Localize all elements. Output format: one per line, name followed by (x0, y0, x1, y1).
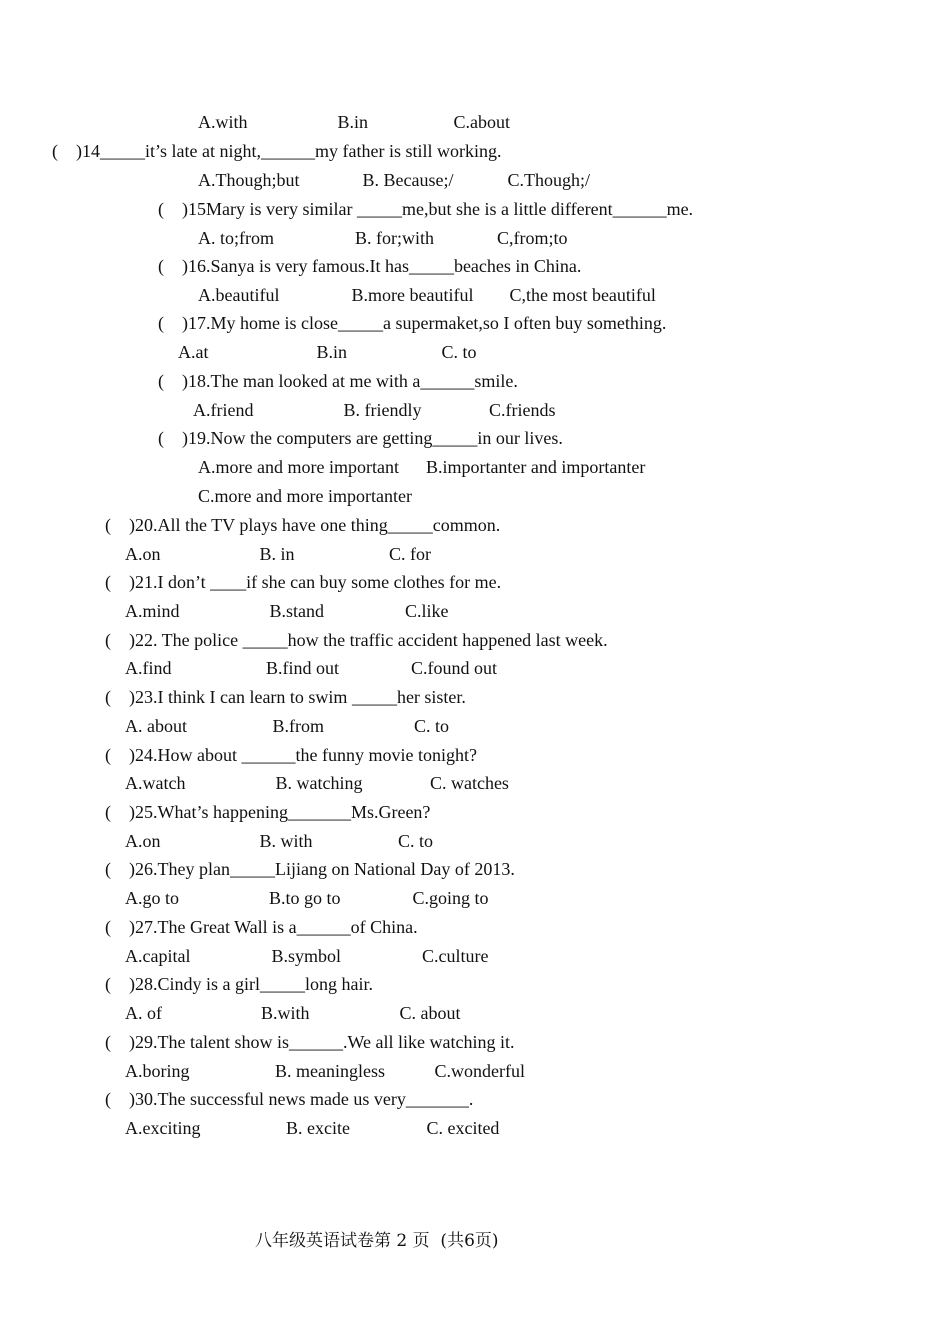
question-18: ( )18.The man looked at me with a______smile. (158, 371, 518, 391)
options-25: A.on B. with C. to (125, 831, 434, 851)
options-27: A.capital B.symbol C.culture (125, 946, 489, 966)
question-14: ( )14_____it’s late at night,______my father is still working. (52, 141, 502, 161)
options-19-line1: A.more and more important B.importanter and importanter (198, 457, 646, 477)
options-21: A.mind B.stand C.like (125, 601, 449, 621)
question-28: ( )28.Cindy is a girl_____long hair. (105, 974, 373, 994)
page-footer: 八年级英语试卷第 2 页 (共6页) (255, 1231, 499, 1251)
options-23: A. about B.from C. to (125, 716, 449, 736)
options-16: A.beautiful B.more beautiful C,the most beautiful (198, 285, 656, 305)
question-19: ( )19.Now the computers are getting_____in our lives. (158, 428, 563, 448)
question-25: ( )25.What’s happening_______Ms.Green? (105, 802, 431, 822)
options-18: A.friend B. friendly C.friends (193, 400, 556, 420)
question-26: ( )26.They plan_____Lijiang on National Day of 2013. (105, 859, 515, 879)
question-27: ( )27.The Great Wall is a______of China. (105, 917, 418, 937)
question-24: ( )24.How about ______the funny movie tonight? (105, 745, 477, 765)
options-14: A.Though;but B. Because;/ C.Though;/ (198, 170, 590, 190)
question-17: ( )17.My home is close_____a supermaket,so I often buy something. (158, 313, 667, 333)
question-29: ( )29.The talent show is______.We all like watching it. (105, 1032, 515, 1052)
question-16: ( )16.Sanya is very famous.It has_____beaches in China. (158, 256, 582, 276)
question-15: ( )15Mary is very similar _____me,but she is a little different______me. (158, 199, 694, 219)
options-15: A. to;from B. for;with C,from;to (198, 228, 568, 248)
options-24: A.watch B. watching C. watches (125, 773, 509, 793)
question-20: ( )20.All the TV plays have one thing_____common. (105, 515, 501, 535)
options-29: A.boring B. meaningless C.wonderful (125, 1061, 525, 1081)
options-22: A.find B.find out C.found out (125, 658, 497, 678)
options-19-line2: C.more and more importanter (198, 486, 412, 506)
options-28: A. of B.with C. about (125, 1003, 461, 1023)
question-22: ( )22. The police _____how the traffic accident happened last week. (105, 630, 608, 650)
question-21: ( )21.I don’t ____if she can buy some clothes for me. (105, 572, 502, 592)
question-23: ( )23.I think I can learn to swim _____her sister. (105, 687, 466, 707)
question-30: ( )30.The successful news made us very_______. (105, 1089, 474, 1109)
options-30: A.exciting B. excite C. excited (125, 1118, 500, 1138)
options-20: A.on B. in C. for (125, 544, 431, 564)
options-17: A.at B.in C. to (178, 342, 477, 362)
options-13: A.with B.in C.about (198, 112, 511, 132)
options-26: A.go to B.to go to C.going to (125, 888, 489, 908)
